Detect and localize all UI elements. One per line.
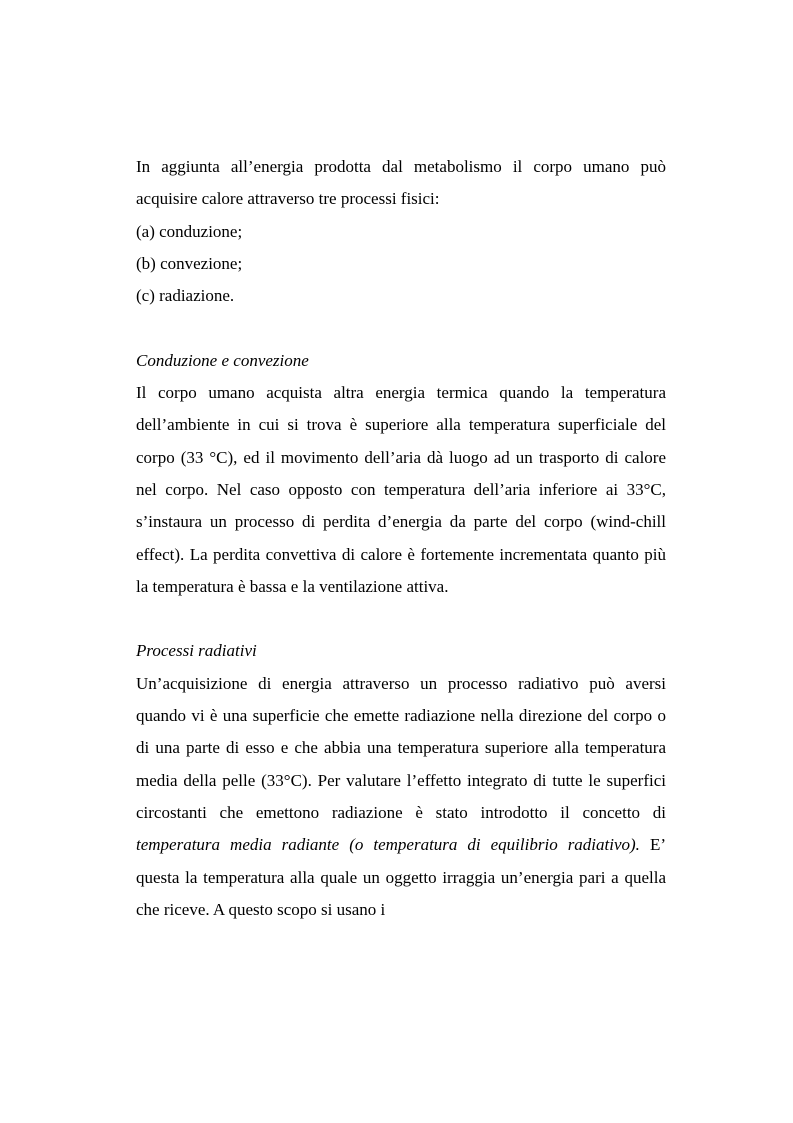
- section-heading-radiative-processes: Processi radiativi: [136, 641, 257, 661]
- list-item-radiation: (c) radiazione.: [136, 286, 235, 306]
- conduction-convection-paragraph: Il corpo umano acquista altra energia termica quando la temperatura dell’ambiente in cui si trova è superiore alla temperatura superficiale del corpo (33 °C), ed il movimento dell’aria dà luogo ad un trasporto di calore nel corpo. Nel caso opposto con temperatura dell’aria inferiore ai 33°C, s’instaura un processo di perdita d’energia da parte del corpo (wind-chill effect). La perdita convettiva di calore è fortemente incrementata quanto più la temperatura è bassa e la ventilazione attiva.: [136, 383, 666, 596]
- radiative-text-part2: E’ questa la temperatura alla quale un oggetto irraggia un’energia pari a quella che riceve. A questo scopo si usano i: [136, 835, 666, 919]
- document-page: [136, 151, 666, 926]
- radiative-text-part1: Un’acquisizione di energia attraverso un processo radiativo può aversi quando vi è una superficie che emette radiazione nella direzione del corpo o di una parte di esso e che abbia una temperatura superiore alla temperatura media della pelle (33°C). Per valutare l’effetto integrato di tutte le superfici circostanti che emettono radiazione è stato introdotto il concetto di: [136, 673, 666, 822]
- mean-radiant-temperature-emphasis: temperatura media radiante (o temperatura di equilibrio radiativo).: [136, 835, 640, 855]
- list-item-convection: (b) convezione;: [136, 253, 243, 273]
- intro-paragraph: In aggiunta all’energia prodotta dal metabolismo il corpo umano può acquisire calore attraverso tre processi fisici:: [136, 157, 666, 209]
- paragraph-gap: [136, 312, 666, 344]
- radiative-processes-paragraph: [136, 668, 666, 926]
- list-item-conduction: (a) conduzione;: [136, 221, 243, 241]
- paragraph-gap: [136, 603, 666, 635]
- section-heading-conduction-convection: Conduzione e convezione: [136, 350, 309, 370]
